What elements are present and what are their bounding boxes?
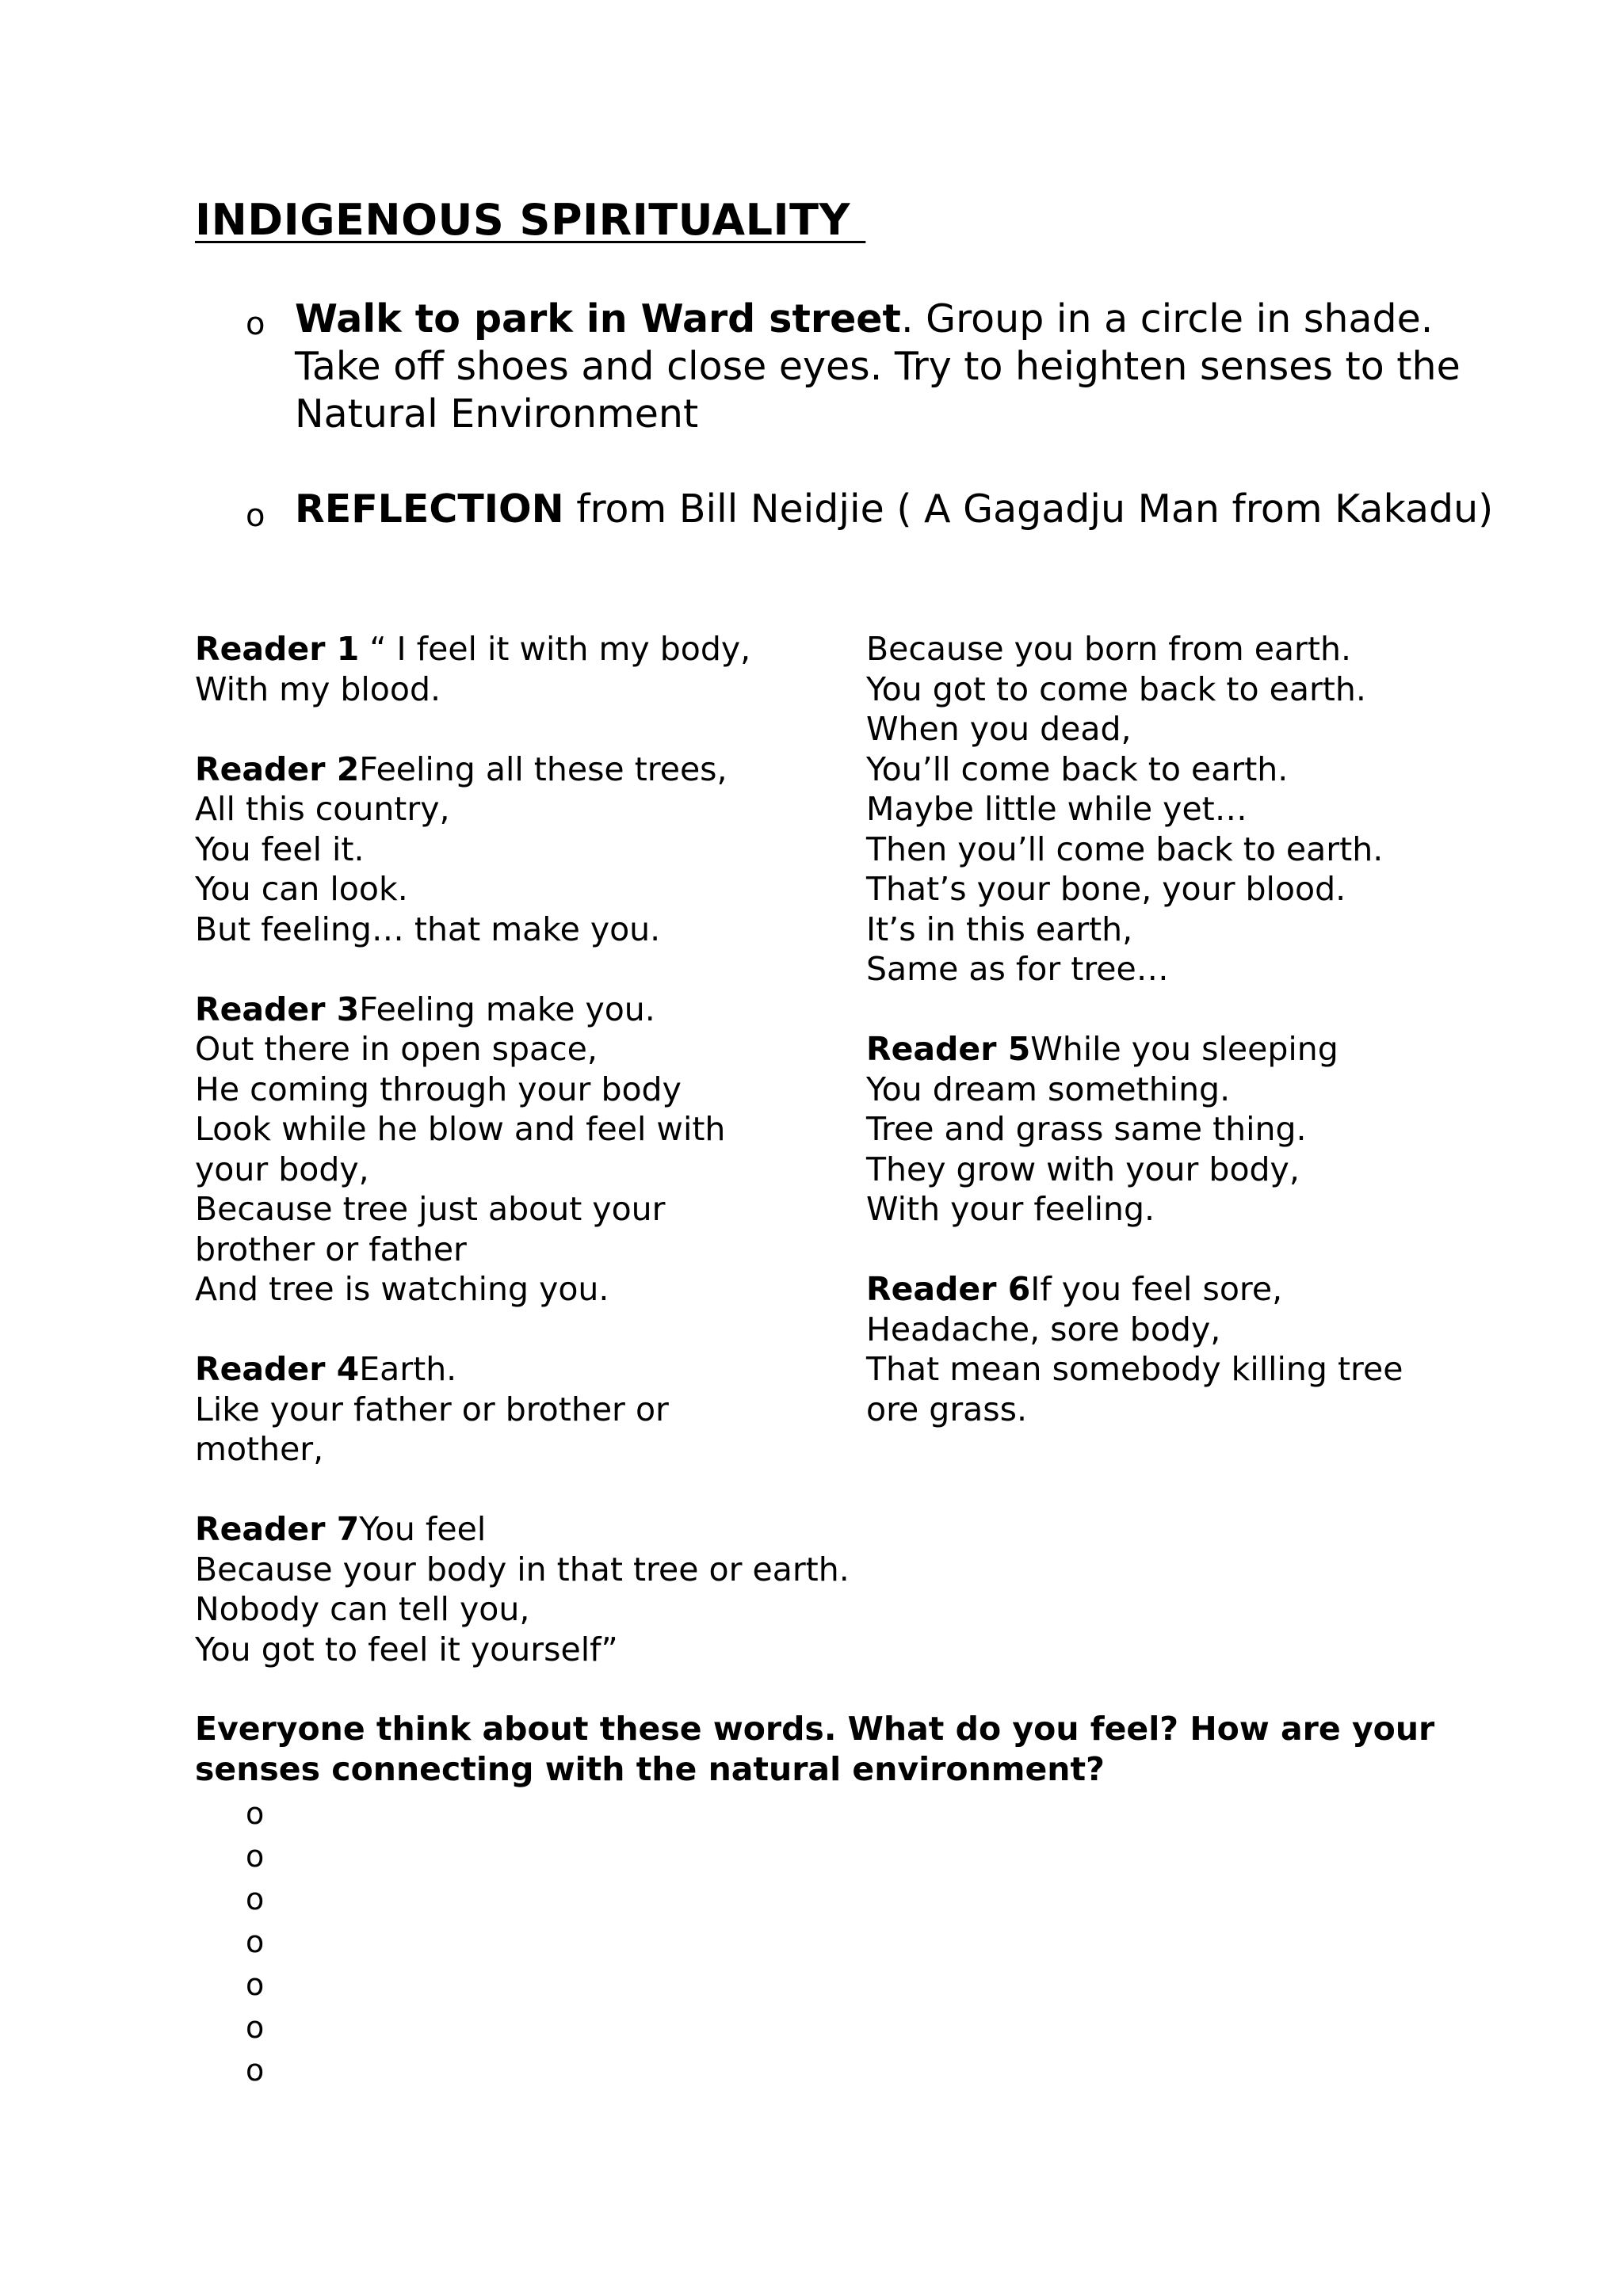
poem-line: But feeling… that make you. xyxy=(195,910,661,948)
poem-left-column xyxy=(195,629,853,1509)
poem-final-block xyxy=(195,1509,1384,1710)
poem-line: Look while he blow and feel with your body, xyxy=(195,1110,726,1188)
poem-line: They grow with your body, xyxy=(866,1150,1300,1188)
reader-4-continued-stanza xyxy=(866,629,1516,990)
bullet-text xyxy=(295,486,1499,533)
poem-line: That’s your bone, your blood. xyxy=(866,870,1346,908)
poem-line: Tree and grass same thing. xyxy=(866,1110,1307,1148)
reader-label: Reader 5 xyxy=(866,1030,1031,1068)
reader-2-stanza xyxy=(195,749,853,950)
poem-line: Because tree just about your brother or father xyxy=(195,1190,666,1268)
hollow-bullet-icon: o xyxy=(246,1839,265,1874)
poem-line: You feel xyxy=(359,1510,487,1548)
empty-bullet-list xyxy=(246,1792,264,2092)
hollow-bullet-icon: o xyxy=(246,1967,265,2002)
poem-line: Earth. xyxy=(359,1350,457,1388)
reader-label: Reader 2 xyxy=(195,749,360,788)
poem-line: You’ll come back to earth. xyxy=(866,749,1289,788)
poem-line: Like your father or brother or mother, xyxy=(195,1390,669,1468)
poem-line: He coming through your body xyxy=(195,1070,682,1108)
poem-line: Then you’ll come back to earth. xyxy=(866,830,1384,868)
poem-line: You got to come back to earth. xyxy=(866,669,1366,708)
hollow-bullet-icon: o xyxy=(246,1882,265,1917)
hollow-bullet-icon: o xyxy=(246,1796,265,1831)
reader-label: Reader 1 xyxy=(195,630,360,668)
poem-line: If you feel sore, xyxy=(1030,1270,1283,1308)
hollow-bullet-icon: o xyxy=(246,306,265,342)
poem-line: Because your body in that tree or earth. xyxy=(195,1550,850,1589)
reflection-question: Everyone think about these words. What do you feel? How are your senses connecting with the natural environment? xyxy=(195,1710,1435,1788)
poem-line: Same as for tree… xyxy=(866,950,1169,988)
poem-line: Because you born from earth. xyxy=(866,630,1351,668)
hollow-bullet-icon: o xyxy=(246,1924,265,1959)
reader-4-stanza xyxy=(195,1349,853,1470)
poem-right-column xyxy=(866,629,1516,1470)
reader-label: Reader 3 xyxy=(195,990,360,1028)
poem-line: “ I feel it with my body, xyxy=(359,630,751,668)
poem-line: You got to feel it yourself” xyxy=(195,1630,618,1669)
bullet-bold-text: Walk to park in Ward street xyxy=(295,296,901,341)
bullet-bold-text: REFLECTION xyxy=(295,486,564,532)
hollow-bullet-icon: o xyxy=(246,2053,265,2088)
reader-3-stanza xyxy=(195,990,853,1310)
reader-6-stanza xyxy=(866,1269,1516,1429)
poem-line: All this country, xyxy=(195,790,450,828)
poem-line: Maybe little while yet… xyxy=(866,790,1247,828)
bullet-body-text: . Group in a circle in shade. Take off shoes and close eyes. Try to heighten senses to the Natural Environment xyxy=(295,296,1461,437)
reader-5-stanza xyxy=(866,1029,1516,1230)
poem-line: You dream something. xyxy=(866,1070,1231,1108)
poem-line: Feeling make you. xyxy=(359,990,655,1028)
poem-line: With your feeling. xyxy=(866,1190,1155,1228)
poem-line: That mean somebody killing tree ore grass. xyxy=(866,1350,1403,1428)
reader-1-stanza xyxy=(195,629,853,709)
poem-line: Headache, sore body, xyxy=(866,1310,1221,1348)
poem-line: Nobody can tell you, xyxy=(195,1590,530,1628)
poem-line: It’s in this earth, xyxy=(866,910,1133,948)
poem-line: While you sleeping xyxy=(1030,1030,1338,1068)
reader-label: Reader 6 xyxy=(866,1270,1031,1308)
poem-line: With my blood. xyxy=(195,669,441,708)
reader-label: Reader 4 xyxy=(195,1350,360,1388)
poem-line: And tree is watching you. xyxy=(195,1270,609,1308)
poem-line: You can look. xyxy=(195,870,408,908)
poem-line: You feel it. xyxy=(195,830,365,868)
bullet-text xyxy=(295,296,1499,438)
hollow-bullet-icon: o xyxy=(246,498,265,534)
poem-line: Out there in open space, xyxy=(195,1030,598,1068)
poem-line: When you dead, xyxy=(866,710,1132,748)
poem-line: Feeling all these trees, xyxy=(359,749,727,788)
hollow-bullet-icon: o xyxy=(246,2010,265,2045)
page-title: INDIGENOUS SPIRITUALITY xyxy=(195,195,866,245)
reader-7-stanza xyxy=(195,1509,1384,1669)
bullet-body-text: from Bill Neidjie ( A Gagadju Man from Kakadu) xyxy=(563,486,1494,532)
reader-label: Reader 7 xyxy=(195,1510,360,1548)
